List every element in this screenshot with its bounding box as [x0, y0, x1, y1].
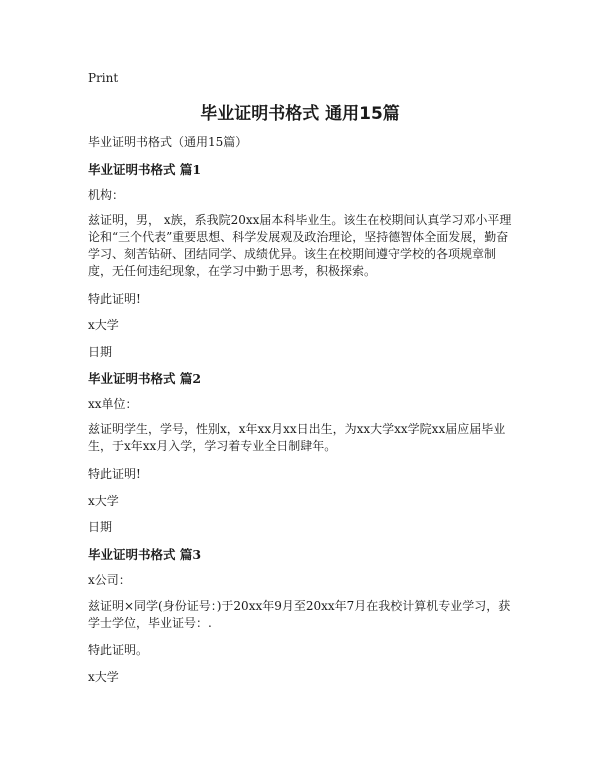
section-2-date: 日期	[88, 520, 113, 534]
section-2-signature: x大学	[88, 494, 119, 508]
section-1-heading: 毕业证明书格式 篇1	[88, 162, 202, 177]
section-1-closing: 特此证明!	[88, 292, 141, 306]
section-1-recipient: 机构：	[88, 188, 125, 202]
print-link[interactable]: Print	[88, 71, 119, 85]
document-subtitle: 毕业证明书格式（通用15篇）	[88, 135, 248, 149]
section-2-body: 兹证明学生，学号，性别x，x年xx月xx日出生，为xx大学xx学院xx届应届毕业生，于x年xx月入学，学习着专业全日制肆年。	[88, 422, 506, 453]
document-title: 毕业证明书格式 通用15篇	[200, 104, 400, 124]
section-3-recipient: x公司：	[88, 573, 131, 587]
section-1-body: 兹证明，男， x族，系我院20xx届本科毕业生。该生在校期间认真学习邓小平理论和“三个代表”重要思想、科学发展观及政治理论，坚持德智体全面发展，勤奋学习、刻苦钻研、团结同学、成绩优异。该生在校期间遵守学校的各项规章制度，无任何违纪现象，在学习中勤于思考，积极探索。	[88, 213, 512, 278]
section-3-signature: x大学	[88, 670, 119, 684]
section-1-date: 日期	[88, 345, 113, 359]
section-3-heading: 毕业证明书格式 篇3	[88, 547, 202, 562]
section-2-closing: 特此证明!	[88, 467, 141, 481]
section-1-signature: x大学	[88, 318, 119, 332]
section-3-closing: 特此证明。	[88, 643, 149, 657]
section-2-recipient: xx单位：	[88, 397, 138, 411]
section-2-heading: 毕业证明书格式 篇2	[88, 371, 202, 386]
section-3-body: 兹证明×同学(身份证号：)于20xx年9月至20xx年7月在我校计算机专业学习，获学士学位，毕业证号：.	[88, 599, 511, 630]
